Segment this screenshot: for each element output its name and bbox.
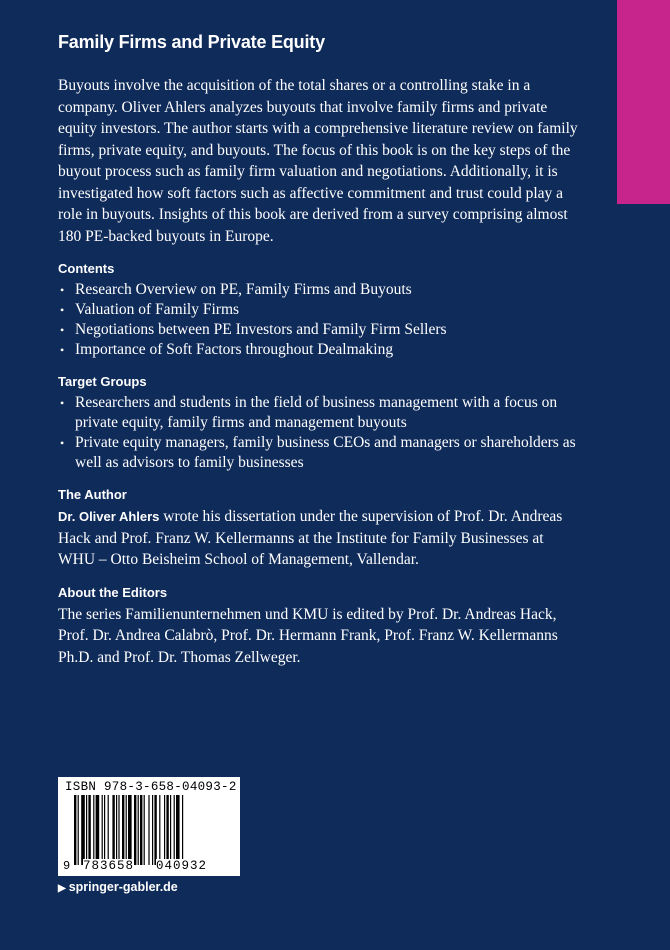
barcode-bar — [78, 795, 79, 865]
barcode-bar — [118, 795, 119, 865]
bullet-icon: • — [60, 396, 65, 410]
target-groups-section — [58, 374, 578, 473]
barcode-bar — [128, 795, 132, 865]
publisher-url: springer-gabler.de — [68, 880, 178, 894]
barcode-bar — [176, 795, 180, 865]
book-description: Buyouts involve the acquisition of the total shares or a controlling stake in a company. Oliver Ahlers analyzes buyouts that involve family firms and private equity investors. The author starts with a comprehensive literature review on family firms, private equity, and buyouts. The focus of this book is on the key steps of the buyout process such as family firm valuation and negotiations. Additionally, it is investigated how soft factors such as affective commitment and trust could play a role in buyouts. Insights of this book are derived from a survey comprising almost 180 PE-backed buyouts in Europe. — [58, 77, 578, 245]
isbn-barcode — [58, 777, 240, 876]
list-item — [58, 340, 578, 360]
barcode-bar — [108, 795, 109, 865]
target-groups-heading: Target Groups — [58, 374, 147, 389]
barcode-bar — [104, 795, 105, 865]
editors-heading: About the Editors — [58, 584, 168, 600]
barcode-bar — [96, 795, 100, 865]
barcode-bar — [170, 795, 171, 865]
editors-section — [58, 585, 578, 669]
barcode-bar — [159, 795, 160, 865]
barcode-bar — [93, 795, 94, 865]
list-item-text: Valuation of Family Firms — [75, 301, 240, 318]
list-item — [58, 433, 578, 473]
list-item — [58, 320, 578, 340]
editors-text: The series Familienunternehmen und KMU is edited by Prof. Dr. Andreas Hack, Prof. Dr. Andrea Calabrò, Prof. Dr. Hermann Frank, Prof. Franz W. Kellermanns Ph.D. and Prof. Dr. Thomas Zellweger. — [58, 605, 558, 666]
barcode-bar — [140, 795, 142, 865]
barcode-bar — [88, 795, 90, 865]
barcode-bar — [126, 795, 127, 865]
ean-left-group: 783658 — [83, 859, 135, 873]
book-title: Family Firms and Private Equity — [58, 32, 325, 52]
contents-list — [58, 280, 578, 360]
author-bio-text: wrote his dissertation under the supervision of Prof. Dr. Andreas Hack and Prof. Franz W. Kellermanns at the Institute for Family Businesses at WHU – Otto Beisheim School of Management, Vallendar. — [58, 508, 563, 568]
barcode-bar — [152, 795, 153, 865]
barcode-bar — [148, 795, 149, 865]
barcode-bar — [138, 795, 139, 865]
back-cover-text — [58, 32, 578, 668]
barcode-bar — [74, 795, 76, 865]
list-item-text: Researchers and students in the field of business management with a focus on private equity, family firms and management buyouts — [75, 394, 558, 431]
author-heading: The Author — [58, 487, 127, 502]
barcode-bar — [81, 795, 85, 865]
ean-first-digit: 9 — [63, 859, 71, 873]
author-section — [58, 487, 578, 571]
publisher-link[interactable] — [58, 880, 178, 894]
barcode-bar — [144, 795, 145, 865]
contents-heading: Contents — [58, 261, 115, 276]
barcode-bar — [154, 795, 156, 865]
accent-bar — [617, 0, 670, 204]
contents-section — [58, 261, 578, 360]
list-item-text: Importance of Soft Factors throughout Dealmaking — [75, 341, 394, 358]
target-groups-list — [58, 393, 578, 473]
bullet-icon: • — [60, 436, 65, 450]
barcode-bar — [134, 795, 136, 865]
bullet-icon: • — [60, 303, 65, 317]
author-name: Dr. Oliver Ahlers — [58, 509, 160, 524]
barcode-bar — [122, 795, 124, 865]
ean-right-group: 040932 — [156, 859, 208, 873]
barcode-bar — [112, 795, 114, 865]
list-item — [58, 300, 578, 320]
list-item-text: Negotiations between PE Investors and Family Firm Sellers — [75, 321, 447, 338]
barcode-bar — [164, 795, 165, 865]
barcode-bar — [174, 795, 175, 865]
bullet-icon: • — [60, 343, 65, 357]
isbn-label: ISBN 978-3-658-04093-2 — [65, 780, 237, 794]
list-item-text: Private equity managers, family business CEOs and managers or shareholders as well as advisors to family businesses — [75, 434, 576, 471]
barcode-bar — [182, 795, 183, 865]
list-item-text: Research Overview on PE, Family Firms and Buyouts — [75, 281, 412, 298]
list-item — [58, 393, 578, 433]
bullet-icon: • — [60, 323, 65, 337]
barcode-bar — [166, 795, 168, 865]
barcode-bar — [86, 795, 87, 865]
triangle-right-icon: ▶ — [58, 883, 66, 894]
list-item — [58, 280, 578, 300]
author-bio — [58, 506, 578, 571]
barcode-bar — [102, 795, 103, 865]
barcode-bar — [116, 795, 117, 865]
bullet-icon: • — [60, 283, 65, 297]
